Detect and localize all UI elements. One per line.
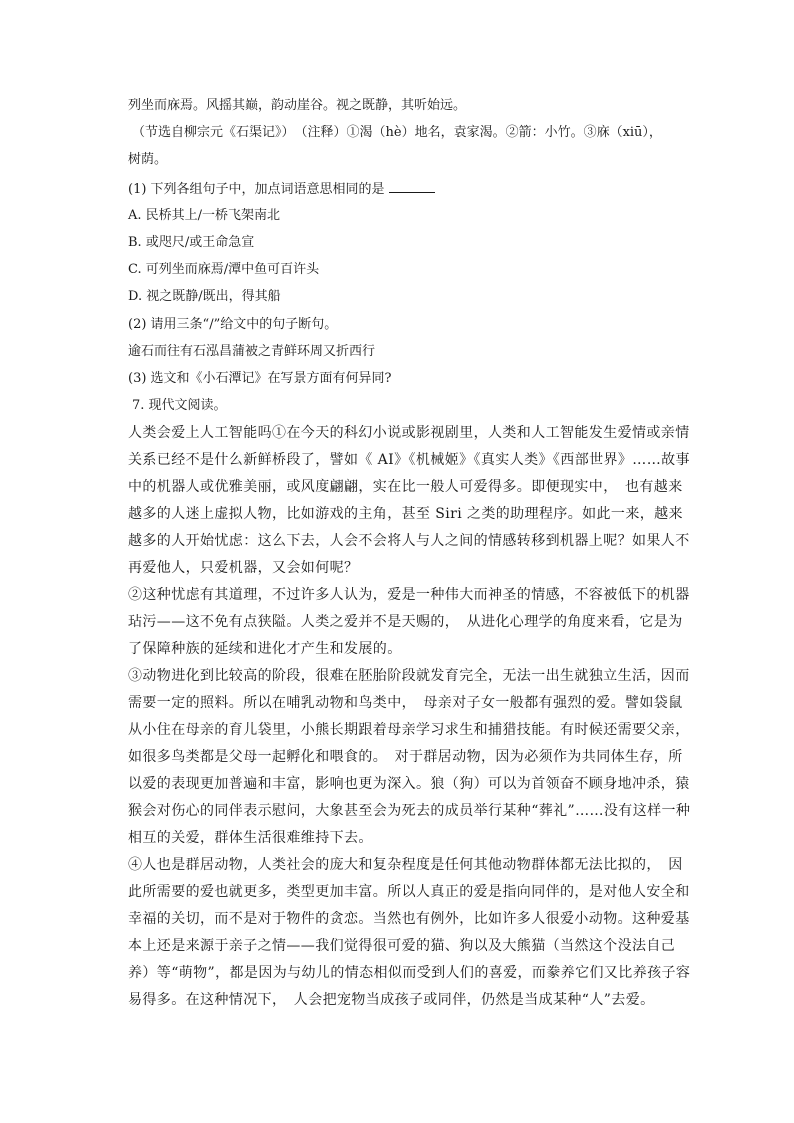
section-7-heading: 7. 现代文阅读。 — [132, 398, 227, 413]
text-line-source-notes: （节选自柳宗元《石渠记》） （注释）①渴（hè）地名，袁家渴。②箭：小竹。③庥（xiū）， — [132, 125, 662, 140]
question-2: (2) 请用三条“/”给文中的句子断句。 — [128, 317, 338, 332]
text-line-1: 列坐而庥焉。风摇其巅，韵动崖谷。视之既静，其听始远。 — [128, 98, 467, 113]
text-line-3: 树荫。 — [128, 152, 168, 167]
question-2-sentence: 逾石而往有石泓昌蒲被之青鲜环周又折西行 — [128, 344, 376, 359]
question-1 — [128, 180, 435, 199]
question-1-text: (1) 下列各组句子中，加点词语意思相同的是 — [128, 182, 385, 197]
option-b: B. 或咫尺/或王命急宣 — [128, 235, 255, 250]
paragraph-2: ②这种忧虑有其道理，不过许多人认为，爱是一种伟大而神圣的情感，不容被低下的机器玷污——这不免有点狭隘。人类之爱并不是天赐的， 从进化心理学的角度来看，它是为了保障种族的延续和进化才产生和发展的。 — [128, 587, 690, 657]
option-d: D. 视之既静/既出，得其船 — [128, 289, 281, 304]
answer-blank — [389, 180, 435, 193]
paragraph-3: ③动物进化到比较高的阶段，很难在胚胎阶段就发育完全，无法一出生就独立生活，因而需要一定的照料。所以在哺乳动物和鸟类中， 母亲对子女一般都有强烈的爱。譬如袋鼠从小住在母亲的育儿袋里，小熊长期跟着母亲学习求生和捕猎技能。有时候还需要父亲，如很多鸟类都是父母一起孵化和喂食的。 对于群居动物，因为必须作为共同体生存，所以爱的表现更加普遍和丰富，影响也更为深入。狼（狗）可以为首领奋不顾身地冲杀，猿猴会对伤心的同伴表示慰问，大象甚至会为死去的成员举行某种“葬礼”……没有这样一种相互的关爱，群体生活很难维持下去。 — [128, 668, 691, 846]
paragraph-1: 人类会爱上人工智能吗①在今天的科幻小说或影视剧里，人类和人工智能发生爱情或亲情关系已经不是什么新鲜桥段了，譬如《 AI》《机械姬》《真实人类》《西部世界》……故事中的机器人或优雅美丽，或风度翩翩，实在比一般人可爱得多。即便现实中， 也有越来越多的人迷上虚拟人物，比如游戏的主角，甚至 Siri 之类的助理程序。如此一来，越来越多的人开始忧虑：这么下去，人会不会将人与人之间的情感转移到机器上呢？如果人不再爱他人，只爱机器，又会如何呢？ — [128, 425, 690, 576]
question-3: (3) 选文和《小石潭记》在写景方面有何异同? — [128, 371, 392, 386]
option-c: C. 可列坐而庥焉/潭中鱼可百许头 — [128, 262, 320, 277]
paragraph-4: ④人也是群居动物，人类社会的庞大和复杂程度是任何其他动物群体都无法比拟的， 因此所需要的爱也就更多，类型更加丰富。所以人真正的爱是指向同伴的，是对他人安全和幸福的关切，而不是对于物件的贪恋。当然也有例外，比如许多人很爱小动物。这种爱基本上还是来源于亲子之情——我们觉得很可爱的猫、狗以及大熊猫（当然这个没法自己养）等“萌物”，都是因为与幼儿的情态相似而受到人们的喜爱，而豢养它们又比养孩子容易得多。在这种情况下， 人会把宠物当成孩子或同伴，仍然是当成某种“人”去爱。 — [128, 857, 691, 1008]
option-a: A. 民桥其上/一桥飞架南北 — [128, 208, 281, 223]
